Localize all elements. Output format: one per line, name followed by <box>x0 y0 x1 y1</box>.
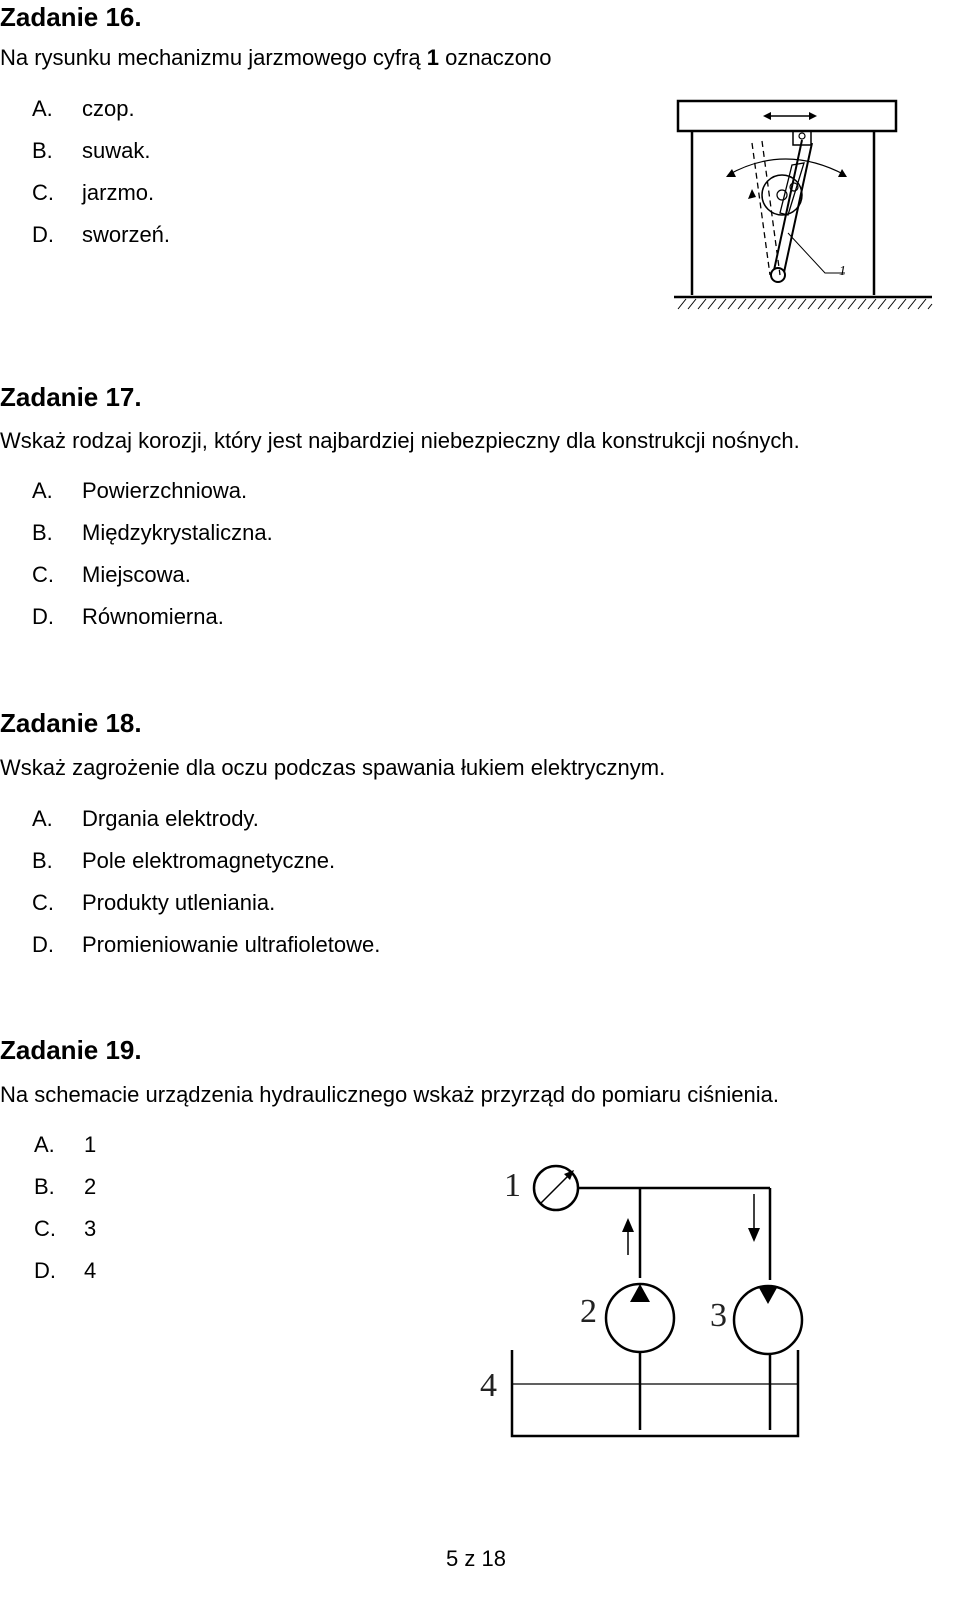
option-text: Pole elektromagnetyczne. <box>82 848 336 873</box>
option-text: 3 <box>84 1216 97 1241</box>
tank-icon <box>512 1350 798 1436</box>
figure-label-2: 2 <box>580 1293 597 1330</box>
task-16-option-d[interactable] <box>32 222 170 248</box>
option-letter: A. <box>32 478 53 503</box>
option-text: Międzykrystaliczna. <box>82 520 273 545</box>
option-letter: B. <box>32 848 53 873</box>
ground-hatching <box>678 299 932 309</box>
option-text: suwak. <box>82 138 151 163</box>
option-text: jarzmo. <box>82 180 155 205</box>
crank-wheel <box>762 175 802 215</box>
task-16-question <box>0 45 552 71</box>
task-16-title: Zadanie 16. <box>0 2 142 32</box>
task-19-title: Zadanie 19. <box>0 1035 142 1065</box>
task-17-title: Zadanie 17. <box>0 382 142 412</box>
task-18-option-a[interactable] <box>32 806 259 832</box>
task-16-option-b[interactable] <box>32 138 150 164</box>
option-text: sworzeń. <box>82 222 171 247</box>
figure-label-3: 3 <box>710 1297 727 1334</box>
task-19-option-b[interactable] <box>34 1174 96 1200</box>
option-letter: A. <box>32 806 53 831</box>
task-17-option-d[interactable] <box>32 604 224 630</box>
option-letter: D. <box>32 222 54 247</box>
task-19-question: Na schemacie urządzenia hydraulicznego wskaż przyrząd do pomiaru ciśnienia. <box>0 1082 779 1107</box>
hydraulic-schematic-figure <box>470 1130 820 1450</box>
option-text: Równomierna. <box>82 604 224 629</box>
task-19-option-c[interactable] <box>34 1216 96 1242</box>
task-18-option-b[interactable] <box>32 848 335 874</box>
option-text: 4 <box>84 1258 97 1283</box>
task-19-option-a[interactable] <box>34 1132 96 1158</box>
task-19-option-d[interactable] <box>34 1258 96 1284</box>
option-letter: A. <box>32 96 53 121</box>
yoke-mechanism-figure <box>670 95 940 320</box>
option-letter: C. <box>32 890 54 915</box>
task-18-option-c[interactable] <box>32 890 275 916</box>
task-16-question-post: oznaczono <box>438 45 552 70</box>
task-16-option-a[interactable] <box>32 96 135 122</box>
task-17-option-c[interactable] <box>32 562 191 588</box>
option-letter: A. <box>34 1132 55 1157</box>
option-letter: B. <box>34 1174 55 1199</box>
task-16-option-c[interactable] <box>32 180 154 206</box>
option-text: czop. <box>82 96 135 121</box>
task-16-question-bold: 1 <box>426 45 439 70</box>
option-letter: C. <box>32 180 54 205</box>
figure-label-4: 4 <box>480 1367 497 1404</box>
option-letter: D. <box>32 932 54 957</box>
option-text: Produkty utleniania. <box>82 890 276 915</box>
option-text: Miejscowa. <box>82 562 191 587</box>
task-18-question: Wskaż zagrożenie dla oczu podczas spawania łukiem elektrycznym. <box>0 755 666 780</box>
option-letter: C. <box>32 562 54 587</box>
option-text: Promieniowanie ultrafioletowe. <box>82 932 381 957</box>
figure-label-1: 1 <box>839 264 846 279</box>
option-text: Drgania elektrody. <box>82 806 259 831</box>
task-17-option-b[interactable] <box>32 520 273 546</box>
option-letter: D. <box>34 1258 56 1283</box>
option-letter: C. <box>34 1216 56 1241</box>
option-text: Powierzchniowa. <box>82 478 248 503</box>
task-17-question: Wskaż rodzaj korozji, który jest najbardziej niebezpieczny dla konstrukcji nośnych. <box>0 428 800 453</box>
figure-label-1: 1 <box>504 1167 521 1204</box>
task-16-question-pre: Na rysunku mechanizmu jarzmowego cyfrą <box>0 45 427 70</box>
task-18-title: Zadanie 18. <box>0 708 142 738</box>
option-letter: B. <box>32 138 53 163</box>
option-text: 1 <box>84 1132 97 1157</box>
option-text: 2 <box>84 1174 97 1199</box>
page-number: 5 z 18 <box>446 1546 506 1571</box>
option-letter: D. <box>32 604 54 629</box>
task-18-option-d[interactable] <box>32 932 380 958</box>
option-letter: B. <box>32 520 53 545</box>
task-17-option-a[interactable] <box>32 478 247 504</box>
